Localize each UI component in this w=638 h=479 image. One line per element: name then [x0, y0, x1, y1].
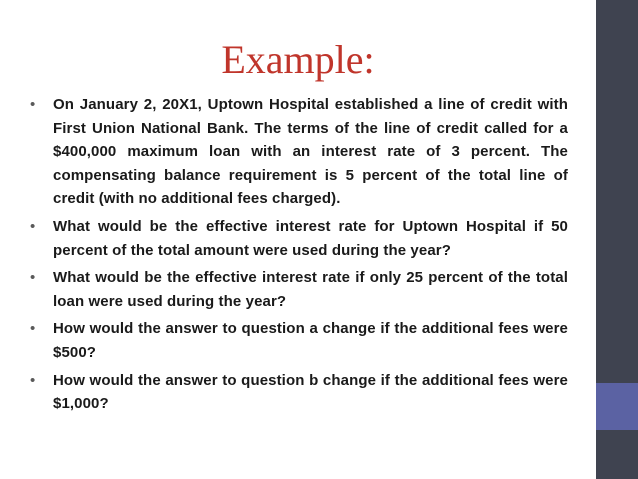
bullet-dot-icon: • [30, 217, 36, 235]
bullet-text: What would be the effective interest rate if only 25 percent of the total loan were used during the year? [53, 269, 568, 310]
slide-title: Example: [221, 37, 375, 82]
bullet-dot-icon: • [30, 269, 36, 287]
bullet-dot-icon: • [30, 371, 36, 389]
bullet-item [30, 369, 568, 416]
bullet-item [30, 93, 568, 211]
bullet-text: What would be the effective interest rate for Uptown Hospital if 50 percent of the total amount were used during the year? [53, 217, 568, 259]
bullet-list [30, 93, 568, 420]
bullet-dot-icon: • [30, 96, 36, 113]
side-accent-block [596, 383, 638, 430]
bullet-text: How would the answer to question a change if the additional fees were $500? [53, 320, 568, 361]
bullet-item [30, 266, 568, 313]
bullet-dot-icon: • [30, 320, 36, 338]
bullet-item [30, 215, 568, 262]
bullet-text: How would the answer to question b change if the additional fees were $1,000? [53, 371, 568, 413]
bullet-item [30, 317, 568, 364]
bullet-text: On January 2, 20X1, Uptown Hospital established a line of credit with First Union National Bank. The terms of the line of credit called for a $400,000 maximum loan with an interest rate of 3 percent. The compensating balance requirement is 5 percent of the total line of credit (with no additional fees charged). [53, 96, 568, 208]
